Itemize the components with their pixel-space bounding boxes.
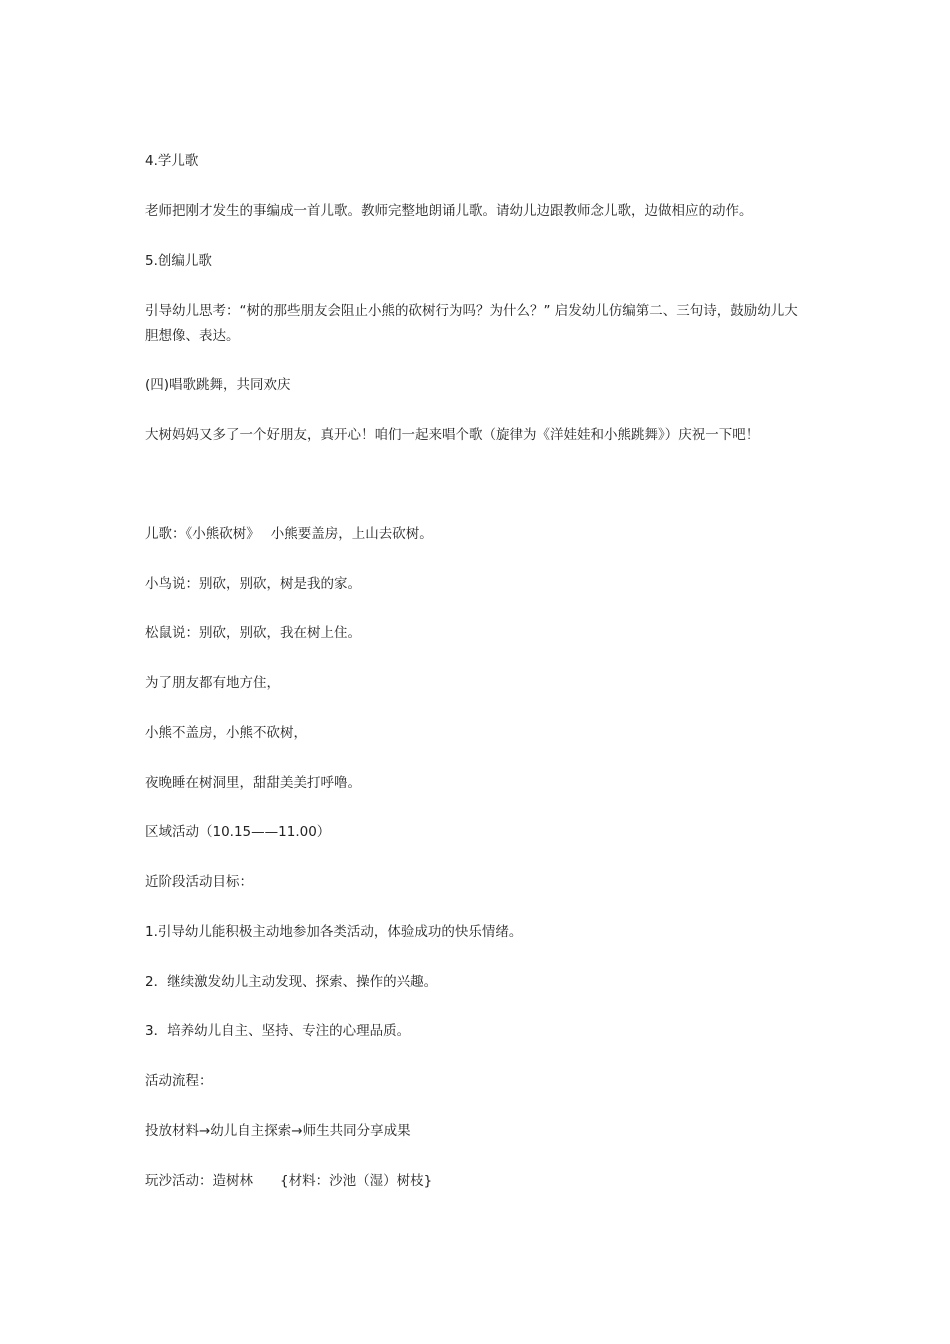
song-line: 夜晚睡在树洞里，甜甜美美打呼噜。 — [145, 775, 361, 791]
section-4-heading: (四)唱歌跳舞，共同欢庆 — [145, 377, 291, 393]
goal-item: 3．培养幼儿自主、坚持、专注的心理品质。 — [145, 1023, 411, 1039]
goal-item: 2．继续激发幼儿主动发现、探索、操作的兴趣。 — [145, 974, 438, 990]
step-5-heading: 5.创编儿歌 — [145, 253, 212, 269]
area-activity-heading: 区域活动（10.15——11.00） — [145, 824, 331, 840]
sand-activity: 玩沙活动：造树林 {材料：沙池（湿）树枝} — [145, 1173, 433, 1189]
song-line: 小鸟说：别砍，别砍，树是我的家。 — [145, 576, 361, 592]
song-line: 小熊不盖房，小熊不砍树， — [145, 725, 307, 741]
goal-item: 1.引导幼儿能积极主动地参加各类活动，体验成功的快乐情绪。 — [145, 924, 523, 940]
song-line: 松鼠说：别砍，别砍，我在树上住。 — [145, 625, 361, 641]
song-line: 为了朋友都有地方住， — [145, 675, 280, 691]
process-heading: 活动流程： — [145, 1073, 213, 1089]
step-4-body: 老师把刚才发生的事编成一首儿歌。教师完整地朗诵儿歌。请幼儿边跟教师念儿歌，边做相应的动作。 — [145, 203, 753, 219]
step-5-body: 引导幼儿思考：“树的那些朋友会阻止小熊的砍树行为吗？为什么？” 启发幼儿仿编第二、三句诗，鼓励幼儿大胆想像、表达。 — [145, 303, 798, 344]
step-4-heading: 4.学儿歌 — [145, 153, 199, 169]
process-flow: 投放材料→幼儿自主探索→师生共同分享成果 — [145, 1123, 411, 1139]
goals-heading: 近阶段活动目标： — [145, 874, 253, 890]
song-title-line: 儿歌：《小熊砍树》 小熊要盖房，上山去砍树。 — [145, 526, 433, 542]
section-4-body: 大树妈妈又多了一个好朋友，真开心！咱们一起来唱个歌（旋律为《洋娃娃和小熊跳舞》）庆祝一下吧！ — [145, 427, 760, 443]
